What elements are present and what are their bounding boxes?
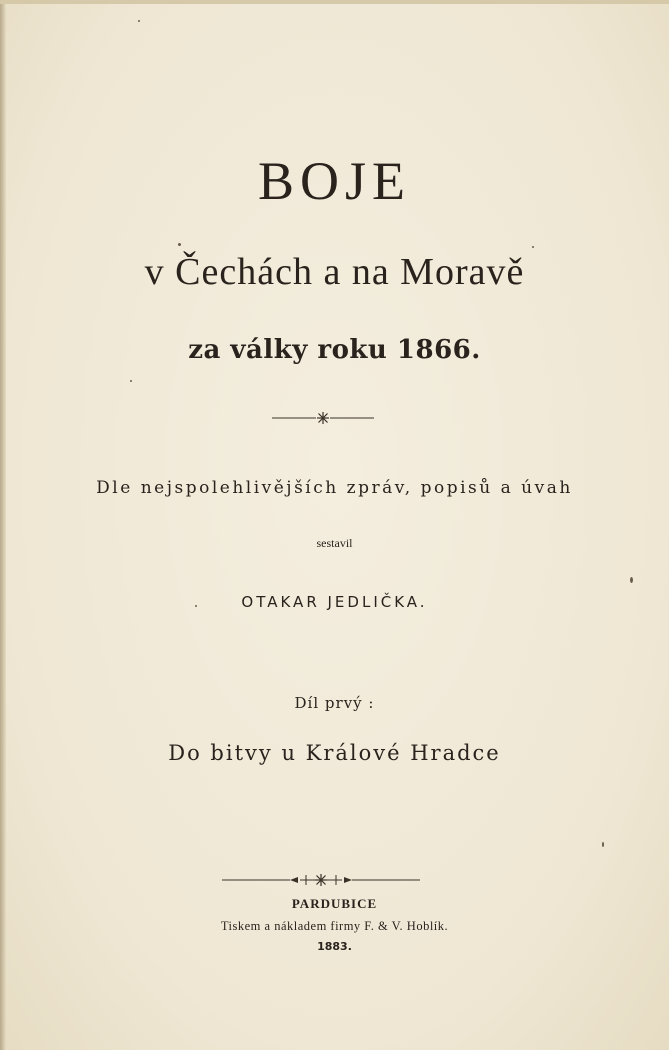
ornament-divider-top — [0, 406, 669, 426]
paper-speck — [602, 842, 604, 847]
page-edge-top — [0, 0, 669, 4]
imprint-printer: Tiskem a nákladem firmy F. & V. Hoblík. — [220, 919, 449, 933]
star-divider-icon — [0, 406, 669, 426]
paper-speck — [178, 243, 181, 246]
paper-speck — [630, 577, 633, 583]
paper-speck — [130, 380, 132, 382]
ornament-divider-bottom — [0, 870, 669, 890]
author-name: OTAKAR JEDLIČKA. — [241, 593, 428, 611]
book-title: BOJE — [257, 151, 411, 211]
paper-speck — [138, 20, 140, 22]
description-line: Dle nejspolehlivějších zpráv, popisů a úvah — [96, 478, 573, 498]
war-year-line: za války roku 1866. — [188, 335, 481, 365]
imprint-year: 1883. — [317, 940, 352, 953]
book-subtitle: v Čechách a na Moravě — [144, 251, 525, 293]
compiled-by-label: sestavil — [316, 536, 353, 550]
part-title: Do bitvy u Králové Hradce — [168, 741, 501, 765]
paper-speck — [195, 605, 197, 607]
flourish-divider-icon — [0, 870, 669, 890]
imprint-city: PARDUBICE — [291, 896, 378, 911]
paper-speck — [532, 246, 534, 248]
part-label: Díl prvý : — [294, 694, 375, 712]
